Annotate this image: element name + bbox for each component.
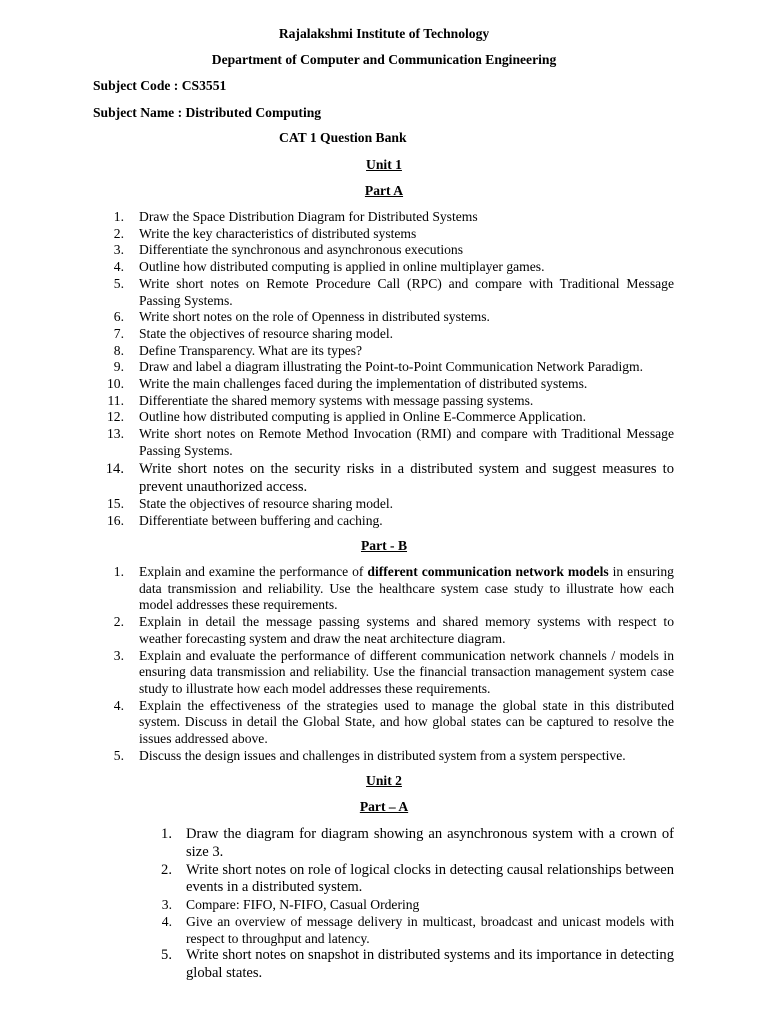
list-item: [161, 913, 674, 947]
item-number: 2.: [161, 861, 172, 878]
list-item: [113, 275, 674, 309]
item-number: 3.: [113, 647, 124, 663]
item-number: 6.: [113, 309, 124, 325]
unit1-part-b-heading: Part - B: [360, 538, 408, 553]
item-text: Differentiate between buffering and caching.: [139, 512, 383, 528]
item-text: Differentiate the synchronous and asynchronous executions: [139, 242, 464, 258]
unit1-part-a-list: [0, 209, 768, 529]
list-item: [113, 225, 674, 243]
item-text: Write short notes on Remote Method Invocation (RMI) and compare with Traditional Message Passing Systems.: [139, 426, 674, 458]
list-item: [113, 242, 674, 259]
item-number: 4.: [161, 913, 172, 929]
item-number: 7.: [113, 325, 124, 341]
item-number: 2.: [113, 614, 124, 630]
department-name: Department of Computer and Communication Engineering: [211, 52, 557, 67]
item-number: 9.: [113, 359, 124, 375]
list-item: [161, 897, 674, 914]
list-item: [113, 325, 674, 343]
list-item: [107, 392, 674, 410]
item-text: Draw and label a diagram illustrating the Point-to-Point Communication Network Paradigm.: [139, 359, 644, 375]
item-number: 3.: [113, 242, 124, 258]
item-text: Write the key characteristics of distributed systems: [139, 225, 417, 241]
list-item: [113, 209, 674, 226]
item-number: 5.: [113, 275, 124, 291]
item-number: 10.: [107, 376, 124, 392]
subject-code: Subject Code : CS3551: [93, 78, 227, 93]
item-text: [139, 564, 674, 614]
item-text: Explain in detail the message passing systems and shared memory systems with respect to weather forecasting system and draw the neat architecture diagram.: [139, 614, 674, 646]
item-text: Explain the effectiveness of the strategies used to manage the global state in this distributed system. Discuss in detail the Global State, and how global states can be captured to resolve the issues addressed above.: [139, 697, 674, 747]
list-item: [113, 697, 674, 748]
list-item: [161, 861, 674, 898]
item-number: 14.: [105, 460, 124, 477]
item-text: Outline how distributed computing is applied in Online E-Commerce Application.: [139, 409, 587, 425]
list-item: [105, 460, 674, 496]
item-text: Draw the Space Distribution Diagram for Distributed Systems: [139, 209, 478, 224]
item-number: 5.: [161, 947, 172, 964]
list-item: [161, 947, 674, 983]
unit2-part-a-list: [0, 826, 768, 983]
list-item: [107, 495, 674, 513]
item-number: 12.: [107, 409, 124, 425]
list-item: [107, 512, 674, 530]
item-text: Write short notes on role of logical clocks in detecting causal relationships between events in a distributed system.: [186, 861, 674, 896]
item-number: 13.: [107, 426, 124, 442]
unit1-heading: Unit 1: [366, 157, 402, 172]
item-number: 8.: [113, 342, 124, 358]
list-item: [113, 564, 674, 614]
item-number: 1.: [113, 564, 124, 579]
item-number: 3.: [161, 897, 172, 913]
item-text-post: in ensuring data transmission and reliability. Use the healthcare system case study to illustrate how each model addresses these requirements.: [139, 564, 674, 613]
item-number: 1.: [161, 826, 172, 842]
item-text: Differentiate the shared memory systems with message passing systems.: [139, 392, 534, 408]
item-text-pre: Explain and examine the performance of: [139, 564, 368, 579]
item-text: Define Transparency. What are its types?: [139, 342, 363, 358]
item-number: 11.: [107, 392, 124, 408]
item-number: 4.: [113, 697, 124, 713]
unit2-heading: Unit 2: [366, 773, 402, 788]
item-number: 15.: [107, 495, 124, 511]
list-item: [113, 614, 674, 647]
list-item: [161, 826, 674, 862]
item-text: Compare: FIFO, N-FIFO, Casual Ordering: [186, 897, 420, 913]
item-text: Draw the diagram for diagram showing an asynchronous system with a crown of size 3.: [186, 826, 674, 860]
list-item: [113, 309, 674, 326]
item-text: Write short notes on the role of Openness in distributed systems.: [139, 309, 490, 325]
item-text: Explain and evaluate the performance of different communication network channels / models in ensuring data transmission and reliability. Use the financial transaction management system case study to illustrate how each model addresses these requirements.: [139, 647, 674, 696]
list-item: [113, 647, 674, 698]
item-number: 4.: [113, 259, 124, 275]
item-text-emphasis: different communication network models: [367, 564, 609, 579]
institute-name: Rajalakshmi Institute of Technology: [278, 26, 490, 41]
item-text: Discuss the design issues and challenges in distributed system from a system perspective.: [139, 747, 626, 763]
item-text: Write short notes on the security risks in a distributed system and suggest measures to prevent unauthorized access.: [139, 460, 674, 495]
item-number: 2.: [113, 225, 124, 241]
unit2-part-a-heading: Part – A: [359, 799, 409, 814]
list-item: [107, 376, 674, 393]
item-text: State the objectives of resource sharing model.: [139, 495, 394, 511]
item-number: 1.: [113, 209, 124, 224]
item-text: Write short notes on Remote Procedure Call (RPC) and compare with Traditional Message Passing Systems.: [139, 275, 674, 308]
list-item: [113, 342, 674, 360]
item-text: Give an overview of message delivery in multicast, broadcast and unicast models with respect to throughput and latency.: [186, 913, 674, 946]
list-item: [113, 747, 674, 765]
list-item: [113, 359, 674, 376]
subject-name: Subject Name : Distributed Computing: [93, 105, 322, 120]
list-item: [113, 259, 674, 276]
item-text: Write the main challenges faced during the implementation of distributed systems.: [139, 376, 588, 392]
item-text: Write short notes on snapshot in distributed systems and its importance in detecting global states.: [186, 947, 674, 982]
item-text: State the objectives of resource sharing model.: [139, 325, 394, 341]
unit1-part-a-heading: Part A: [364, 183, 404, 198]
item-number: 16.: [107, 512, 124, 528]
unit1-part-b-list: [0, 564, 768, 764]
document-title: CAT 1 Question Bank: [279, 130, 407, 145]
list-item: [107, 409, 674, 426]
list-item: [107, 426, 674, 459]
item-text: Outline how distributed computing is applied in online multiplayer games.: [139, 259, 545, 275]
item-number: 5.: [113, 747, 124, 763]
